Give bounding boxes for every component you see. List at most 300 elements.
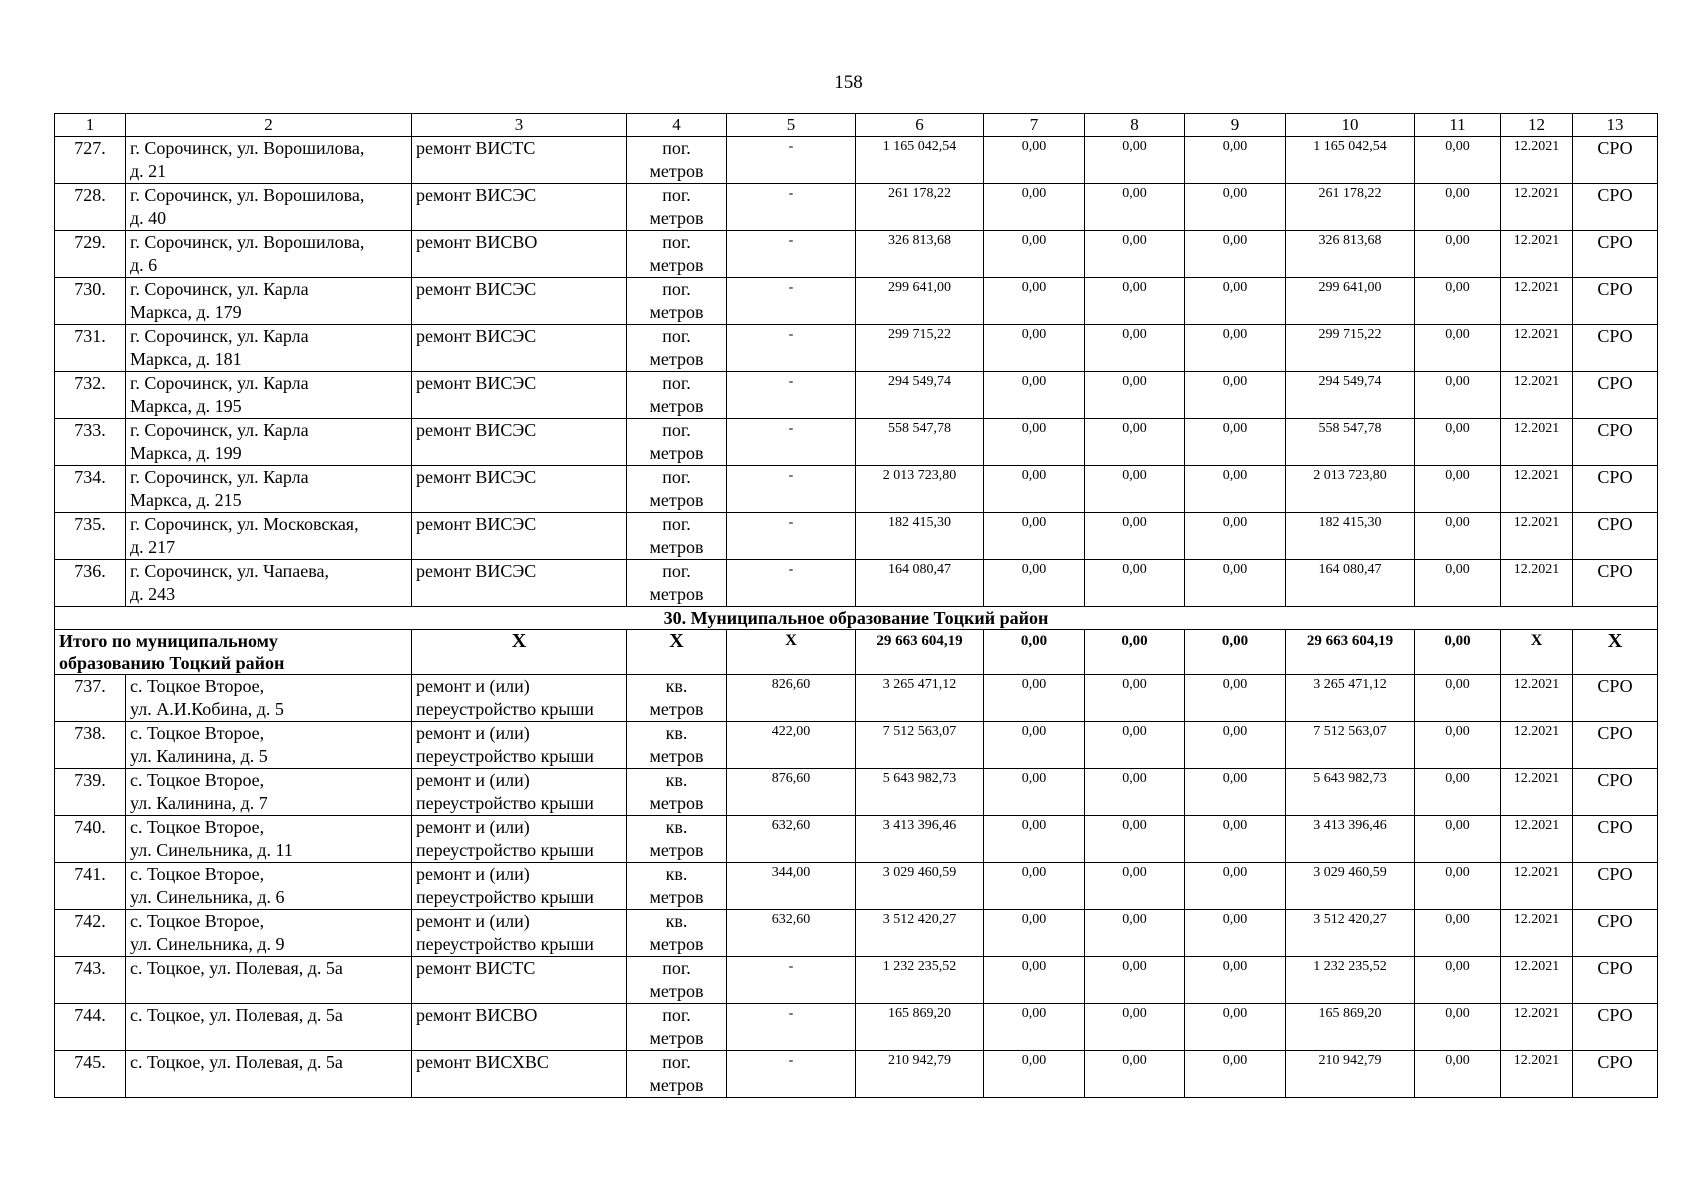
owner-funds-cell: 7 512 563,07	[1286, 722, 1415, 769]
address-cell	[126, 372, 412, 419]
row-number: 729.	[55, 231, 126, 278]
work-type-cell	[412, 957, 627, 1004]
fund-method-cell: СРО	[1573, 513, 1658, 560]
work-type-cell-line: ремонт и (или)	[416, 676, 530, 696]
deadline-cell: 12.2021	[1501, 560, 1573, 607]
address-cell	[126, 722, 412, 769]
work-type-cell-line: ремонт ВИСЭС	[416, 514, 537, 534]
address-cell-line: Маркса, д. 179	[130, 302, 242, 322]
owner-funds-cell: 165 869,20	[1286, 1004, 1415, 1051]
unit-cell	[627, 419, 727, 466]
unit-cell	[627, 278, 727, 325]
fund-cell: 0,00	[1415, 372, 1501, 419]
work-type-cell-line: ремонт ВИСЭС	[416, 279, 537, 299]
total-cost-cell: 1 232 235,52	[856, 957, 984, 1004]
address-cell-line: ул. Калинина, д. 7	[130, 793, 268, 813]
fund-cell: 0,00	[1185, 231, 1286, 278]
capital-repair-table	[54, 113, 1658, 1098]
fund-cell: 0,00	[1185, 184, 1286, 231]
unit-cell-line: пог.	[662, 138, 691, 158]
table-row	[55, 957, 1658, 1004]
work-type-cell-line: ремонт ВИСВО	[416, 232, 538, 252]
fund-cell: 0,00	[1415, 863, 1501, 910]
work-type-cell	[412, 1004, 627, 1051]
work-type-cell	[412, 910, 627, 957]
address-cell-line: ул. Синельника, д. 9	[130, 934, 285, 954]
unit-cell-line: пог.	[662, 561, 691, 581]
deadline-cell: 12.2021	[1501, 863, 1573, 910]
work-type-cell-line: ремонт ВИСВО	[416, 1005, 538, 1025]
work-type-cell-line: переустройство крыши	[416, 793, 594, 813]
quantity-cell: -	[727, 513, 856, 560]
work-type-cell	[412, 419, 627, 466]
address-cell-line: д. 243	[130, 584, 176, 604]
page-number: 158	[834, 72, 863, 93]
unit-cell	[627, 137, 727, 184]
fund-cell: 0,00	[1085, 513, 1185, 560]
fund-cell: 0,00	[984, 957, 1085, 1004]
unit-cell-line: метров	[649, 699, 704, 719]
fund-method-cell: СРО	[1573, 675, 1658, 722]
fund-method-cell: СРО	[1573, 278, 1658, 325]
address-cell-line: г. Сорочинск, ул. Карла	[130, 420, 309, 440]
column-header: 6	[856, 114, 984, 137]
total-cell: X	[627, 630, 727, 675]
table-row	[55, 816, 1658, 863]
unit-cell	[627, 863, 727, 910]
address-cell	[126, 816, 412, 863]
address-cell-line: Маркса, д. 199	[130, 443, 242, 463]
fund-cell: 0,00	[1085, 910, 1185, 957]
owner-funds-cell: 3 512 420,27	[1286, 910, 1415, 957]
section-title: 30. Муниципальное образование Тоцкий район	[55, 607, 1658, 630]
fund-cell: 0,00	[1415, 675, 1501, 722]
quantity-cell: -	[727, 560, 856, 607]
address-cell-line: г. Сорочинск, ул. Карла	[130, 467, 309, 487]
unit-cell-line: пог.	[662, 373, 691, 393]
unit-cell-line: кв.	[665, 864, 688, 884]
total-cost-cell: 7 512 563,07	[856, 722, 984, 769]
fund-method-cell: СРО	[1573, 769, 1658, 816]
fund-cell: 0,00	[1415, 1004, 1501, 1051]
deadline-cell: 12.2021	[1501, 722, 1573, 769]
total-label-line: образованию Тоцкий район	[59, 653, 285, 673]
unit-cell-line: метров	[649, 584, 704, 604]
table-row	[55, 137, 1658, 184]
work-type-cell-line: ремонт ВИСТС	[416, 958, 536, 978]
unit-cell-line: метров	[649, 887, 704, 907]
deadline-cell: 12.2021	[1501, 137, 1573, 184]
owner-funds-cell: 5 643 982,73	[1286, 769, 1415, 816]
address-cell	[126, 675, 412, 722]
unit-cell-line: метров	[649, 746, 704, 766]
table-row	[55, 231, 1658, 278]
row-number: 730.	[55, 278, 126, 325]
municipal-total-row	[55, 630, 1658, 675]
unit-cell-line: кв.	[665, 911, 688, 931]
fund-cell: 0,00	[1185, 560, 1286, 607]
fund-method-cell: СРО	[1573, 910, 1658, 957]
total-cost-cell: 3 029 460,59	[856, 863, 984, 910]
table-row	[55, 419, 1658, 466]
deadline-cell: 12.2021	[1501, 675, 1573, 722]
unit-cell-line: метров	[649, 349, 704, 369]
unit-cell	[627, 325, 727, 372]
address-cell-line: г. Сорочинск, ул. Карла	[130, 326, 309, 346]
total-cost-cell: 3 265 471,12	[856, 675, 984, 722]
total-cell: 0,00	[984, 630, 1085, 675]
work-type-cell-line: ремонт и (или)	[416, 817, 530, 837]
fund-cell: 0,00	[1415, 769, 1501, 816]
address-cell-line: д. 217	[130, 537, 176, 557]
address-cell	[126, 769, 412, 816]
unit-cell-line: пог.	[662, 279, 691, 299]
fund-cell: 0,00	[1085, 816, 1185, 863]
column-header: 8	[1085, 114, 1185, 137]
address-cell-line: ул. А.И.Кобина, д. 5	[130, 699, 284, 719]
table-row	[55, 325, 1658, 372]
address-cell-line: г. Сорочинск, ул. Ворошилова,	[130, 138, 365, 158]
work-type-cell-line: ремонт ВИСХВС	[416, 1052, 549, 1072]
fund-cell: 0,00	[1085, 675, 1185, 722]
work-type-cell-line: переустройство крыши	[416, 840, 594, 860]
quantity-cell: -	[727, 1051, 856, 1098]
work-type-cell-line: переустройство крыши	[416, 934, 594, 954]
owner-funds-cell: 210 942,79	[1286, 1051, 1415, 1098]
total-cell: 0,00	[1085, 630, 1185, 675]
unit-cell	[627, 560, 727, 607]
address-cell	[126, 1051, 412, 1098]
fund-cell: 0,00	[984, 419, 1085, 466]
total-cost-cell: 164 080,47	[856, 560, 984, 607]
total-cost-cell: 5 643 982,73	[856, 769, 984, 816]
total-cost-cell: 294 549,74	[856, 372, 984, 419]
unit-cell-line: метров	[649, 396, 704, 416]
unit-cell-line: метров	[649, 934, 704, 954]
column-header: 12	[1501, 114, 1573, 137]
deadline-cell: 12.2021	[1501, 957, 1573, 1004]
owner-funds-cell: 182 415,30	[1286, 513, 1415, 560]
work-type-cell	[412, 816, 627, 863]
total-cell: X	[1501, 630, 1573, 675]
row-number: 744.	[55, 1004, 126, 1051]
deadline-cell: 12.2021	[1501, 513, 1573, 560]
table-row	[55, 1051, 1658, 1098]
work-type-cell-line: ремонт и (или)	[416, 864, 530, 884]
total-cost-cell: 1 165 042,54	[856, 137, 984, 184]
fund-cell: 0,00	[984, 560, 1085, 607]
fund-cell: 0,00	[1185, 957, 1286, 1004]
total-cell: X	[412, 630, 627, 675]
unit-cell-line: метров	[649, 981, 704, 1001]
fund-cell: 0,00	[1085, 372, 1185, 419]
unit-cell-line: пог.	[662, 467, 691, 487]
work-type-cell-line: ремонт и (или)	[416, 723, 530, 743]
address-cell-line: с. Тоцкое Второе,	[130, 723, 265, 743]
column-header: 5	[727, 114, 856, 137]
deadline-cell: 12.2021	[1501, 419, 1573, 466]
total-cell: 29 663 604,19	[1286, 630, 1415, 675]
fund-cell: 0,00	[1185, 675, 1286, 722]
work-type-cell-line: ремонт ВИСТС	[416, 138, 536, 158]
deadline-cell: 12.2021	[1501, 769, 1573, 816]
total-cost-cell: 165 869,20	[856, 1004, 984, 1051]
fund-cell: 0,00	[1085, 560, 1185, 607]
owner-funds-cell: 3 029 460,59	[1286, 863, 1415, 910]
address-cell-line: д. 21	[130, 161, 167, 181]
unit-cell	[627, 675, 727, 722]
owner-funds-cell: 294 549,74	[1286, 372, 1415, 419]
unit-cell	[627, 816, 727, 863]
address-cell-line: Маркса, д. 195	[130, 396, 242, 416]
fund-cell: 0,00	[984, 184, 1085, 231]
fund-cell: 0,00	[984, 910, 1085, 957]
work-type-cell	[412, 863, 627, 910]
unit-cell-line: пог.	[662, 185, 691, 205]
address-cell-line: ул. Калинина, д. 5	[130, 746, 268, 766]
work-type-cell	[412, 466, 627, 513]
address-cell-line: с. Тоцкое Второе,	[130, 864, 265, 884]
work-type-cell	[412, 278, 627, 325]
deadline-cell: 12.2021	[1501, 816, 1573, 863]
address-cell-line: Маркса, д. 215	[130, 490, 242, 510]
fund-cell: 0,00	[1415, 816, 1501, 863]
table-row	[55, 1004, 1658, 1051]
unit-cell-line: метров	[649, 208, 704, 228]
address-cell-line: с. Тоцкое Второе,	[130, 676, 265, 696]
unit-cell	[627, 910, 727, 957]
fund-cell: 0,00	[1415, 957, 1501, 1004]
total-label-line: Итого по муниципальному	[59, 631, 278, 651]
column-number-header-row	[55, 114, 1658, 137]
fund-cell: 0,00	[1185, 419, 1286, 466]
column-header: 2	[126, 114, 412, 137]
owner-funds-cell: 299 641,00	[1286, 278, 1415, 325]
quantity-cell: -	[727, 1004, 856, 1051]
address-cell	[126, 957, 412, 1004]
fund-cell: 0,00	[1185, 816, 1286, 863]
unit-cell	[627, 231, 727, 278]
quantity-cell: -	[727, 957, 856, 1004]
total-cost-cell: 210 942,79	[856, 1051, 984, 1098]
row-number: 739.	[55, 769, 126, 816]
total-cell: X	[727, 630, 856, 675]
work-type-cell	[412, 372, 627, 419]
total-cost-cell: 3 512 420,27	[856, 910, 984, 957]
column-header: 3	[412, 114, 627, 137]
quantity-cell: -	[727, 278, 856, 325]
owner-funds-cell: 1 165 042,54	[1286, 137, 1415, 184]
unit-cell-line: метров	[649, 1075, 704, 1095]
work-type-cell-line: ремонт ВИСЭС	[416, 561, 537, 581]
unit-cell	[627, 1004, 727, 1051]
owner-funds-cell: 261 178,22	[1286, 184, 1415, 231]
row-number: 734.	[55, 466, 126, 513]
quantity-cell: 632,60	[727, 910, 856, 957]
address-cell-line: г. Сорочинск, ул. Московская,	[130, 514, 359, 534]
owner-funds-cell: 558 547,78	[1286, 419, 1415, 466]
fund-method-cell: СРО	[1573, 1051, 1658, 1098]
address-cell-line: ул. Синельника, д. 11	[130, 840, 293, 860]
fund-cell: 0,00	[984, 372, 1085, 419]
row-number: 733.	[55, 419, 126, 466]
column-header: 4	[627, 114, 727, 137]
fund-cell: 0,00	[1415, 419, 1501, 466]
fund-method-cell: СРО	[1573, 816, 1658, 863]
fund-cell: 0,00	[1415, 513, 1501, 560]
fund-cell: 0,00	[1185, 1004, 1286, 1051]
total-cell: 0,00	[1185, 630, 1286, 675]
quantity-cell: -	[727, 419, 856, 466]
work-type-cell	[412, 137, 627, 184]
work-type-cell-line: переустройство крыши	[416, 746, 594, 766]
address-cell	[126, 278, 412, 325]
work-type-cell	[412, 675, 627, 722]
fund-cell: 0,00	[984, 137, 1085, 184]
total-cell: 0,00	[1415, 630, 1501, 675]
fund-cell: 0,00	[984, 513, 1085, 560]
owner-funds-cell: 164 080,47	[1286, 560, 1415, 607]
unit-cell-line: кв.	[665, 676, 688, 696]
row-number: 745.	[55, 1051, 126, 1098]
fund-cell: 0,00	[1085, 769, 1185, 816]
address-cell	[126, 466, 412, 513]
fund-cell: 0,00	[1185, 325, 1286, 372]
column-header: 1	[55, 114, 126, 137]
row-number: 727.	[55, 137, 126, 184]
address-cell-line: г. Сорочинск, ул. Ворошилова,	[130, 185, 365, 205]
work-type-cell	[412, 722, 627, 769]
unit-cell-line: метров	[649, 490, 704, 510]
fund-cell: 0,00	[1185, 769, 1286, 816]
address-cell-line: г. Сорочинск, ул. Чапаева,	[130, 561, 329, 581]
fund-cell: 0,00	[984, 1004, 1085, 1051]
fund-cell: 0,00	[1415, 722, 1501, 769]
row-number: 731.	[55, 325, 126, 372]
unit-cell-line: пог.	[662, 1005, 691, 1025]
address-cell-line: д. 40	[130, 208, 167, 228]
fund-cell: 0,00	[1185, 863, 1286, 910]
fund-method-cell: СРО	[1573, 722, 1658, 769]
row-number: 740.	[55, 816, 126, 863]
total-cost-cell: 182 415,30	[856, 513, 984, 560]
fund-cell: 0,00	[984, 278, 1085, 325]
owner-funds-cell: 3 265 471,12	[1286, 675, 1415, 722]
total-cost-cell: 299 641,00	[856, 278, 984, 325]
unit-cell-line: метров	[649, 1028, 704, 1048]
fund-cell: 0,00	[1085, 419, 1185, 466]
fund-cell: 0,00	[1085, 957, 1185, 1004]
fund-cell: 0,00	[1085, 325, 1185, 372]
table-row	[55, 466, 1658, 513]
total-cost-cell: 299 715,22	[856, 325, 984, 372]
unit-cell-line: метров	[649, 161, 704, 181]
address-cell	[126, 419, 412, 466]
total-cost-cell: 558 547,78	[856, 419, 984, 466]
address-cell-line: с. Тоцкое Второе,	[130, 817, 265, 837]
deadline-cell: 12.2021	[1501, 278, 1573, 325]
fund-cell: 0,00	[1415, 184, 1501, 231]
work-type-cell	[412, 184, 627, 231]
fund-cell: 0,00	[1415, 231, 1501, 278]
table-row	[55, 560, 1658, 607]
fund-cell: 0,00	[1085, 278, 1185, 325]
unit-cell	[627, 957, 727, 1004]
deadline-cell: 12.2021	[1501, 1004, 1573, 1051]
unit-cell-line: кв.	[665, 770, 688, 790]
fund-method-cell: СРО	[1573, 1004, 1658, 1051]
address-cell	[126, 513, 412, 560]
table-row	[55, 278, 1658, 325]
unit-cell-line: пог.	[662, 232, 691, 252]
total-cost-cell: 29 663 604,19	[856, 630, 984, 675]
fund-cell: 0,00	[1085, 1051, 1185, 1098]
owner-funds-cell: 3 413 396,46	[1286, 816, 1415, 863]
quantity-cell: -	[727, 325, 856, 372]
address-cell	[126, 184, 412, 231]
fund-cell: 0,00	[1415, 325, 1501, 372]
unit-cell-line: пог.	[662, 420, 691, 440]
row-number: 728.	[55, 184, 126, 231]
unit-cell	[627, 184, 727, 231]
column-header: 11	[1415, 114, 1501, 137]
quantity-cell: 876,60	[727, 769, 856, 816]
quantity-cell: 344,00	[727, 863, 856, 910]
column-header: 9	[1185, 114, 1286, 137]
address-cell	[126, 863, 412, 910]
row-number: 742.	[55, 910, 126, 957]
fund-cell: 0,00	[1085, 184, 1185, 231]
unit-cell-line: пог.	[662, 958, 691, 978]
total-cost-cell: 326 813,68	[856, 231, 984, 278]
work-type-cell	[412, 231, 627, 278]
owner-funds-cell: 2 013 723,80	[1286, 466, 1415, 513]
unit-cell	[627, 1051, 727, 1098]
fund-method-cell: СРО	[1573, 372, 1658, 419]
fund-cell: 0,00	[1085, 466, 1185, 513]
fund-cell: 0,00	[984, 769, 1085, 816]
row-number: 741.	[55, 863, 126, 910]
deadline-cell: 12.2021	[1501, 325, 1573, 372]
fund-cell: 0,00	[1085, 722, 1185, 769]
quantity-cell: 826,60	[727, 675, 856, 722]
fund-method-cell: СРО	[1573, 560, 1658, 607]
address-cell	[126, 325, 412, 372]
work-type-cell-line: ремонт ВИСЭС	[416, 326, 537, 346]
unit-cell	[627, 372, 727, 419]
fund-cell: 0,00	[984, 863, 1085, 910]
work-type-cell-line: переустройство крыши	[416, 699, 594, 719]
address-cell-line: с. Тоцкое Второе,	[130, 911, 265, 931]
work-type-cell-line: ремонт и (или)	[416, 911, 530, 931]
section-header-row	[55, 607, 1658, 630]
work-type-cell-line: переустройство крыши	[416, 887, 594, 907]
fund-cell: 0,00	[1415, 1051, 1501, 1098]
work-type-cell-line: ремонт ВИСЭС	[416, 185, 537, 205]
fund-cell: 0,00	[1085, 863, 1185, 910]
owner-funds-cell: 1 232 235,52	[1286, 957, 1415, 1004]
quantity-cell: -	[727, 372, 856, 419]
table-row	[55, 863, 1658, 910]
owner-funds-cell: 299 715,22	[1286, 325, 1415, 372]
work-type-cell	[412, 560, 627, 607]
fund-cell: 0,00	[1415, 560, 1501, 607]
fund-cell: 0,00	[1085, 137, 1185, 184]
quantity-cell: -	[727, 184, 856, 231]
fund-method-cell: СРО	[1573, 466, 1658, 513]
column-header: 13	[1573, 114, 1658, 137]
unit-cell	[627, 513, 727, 560]
